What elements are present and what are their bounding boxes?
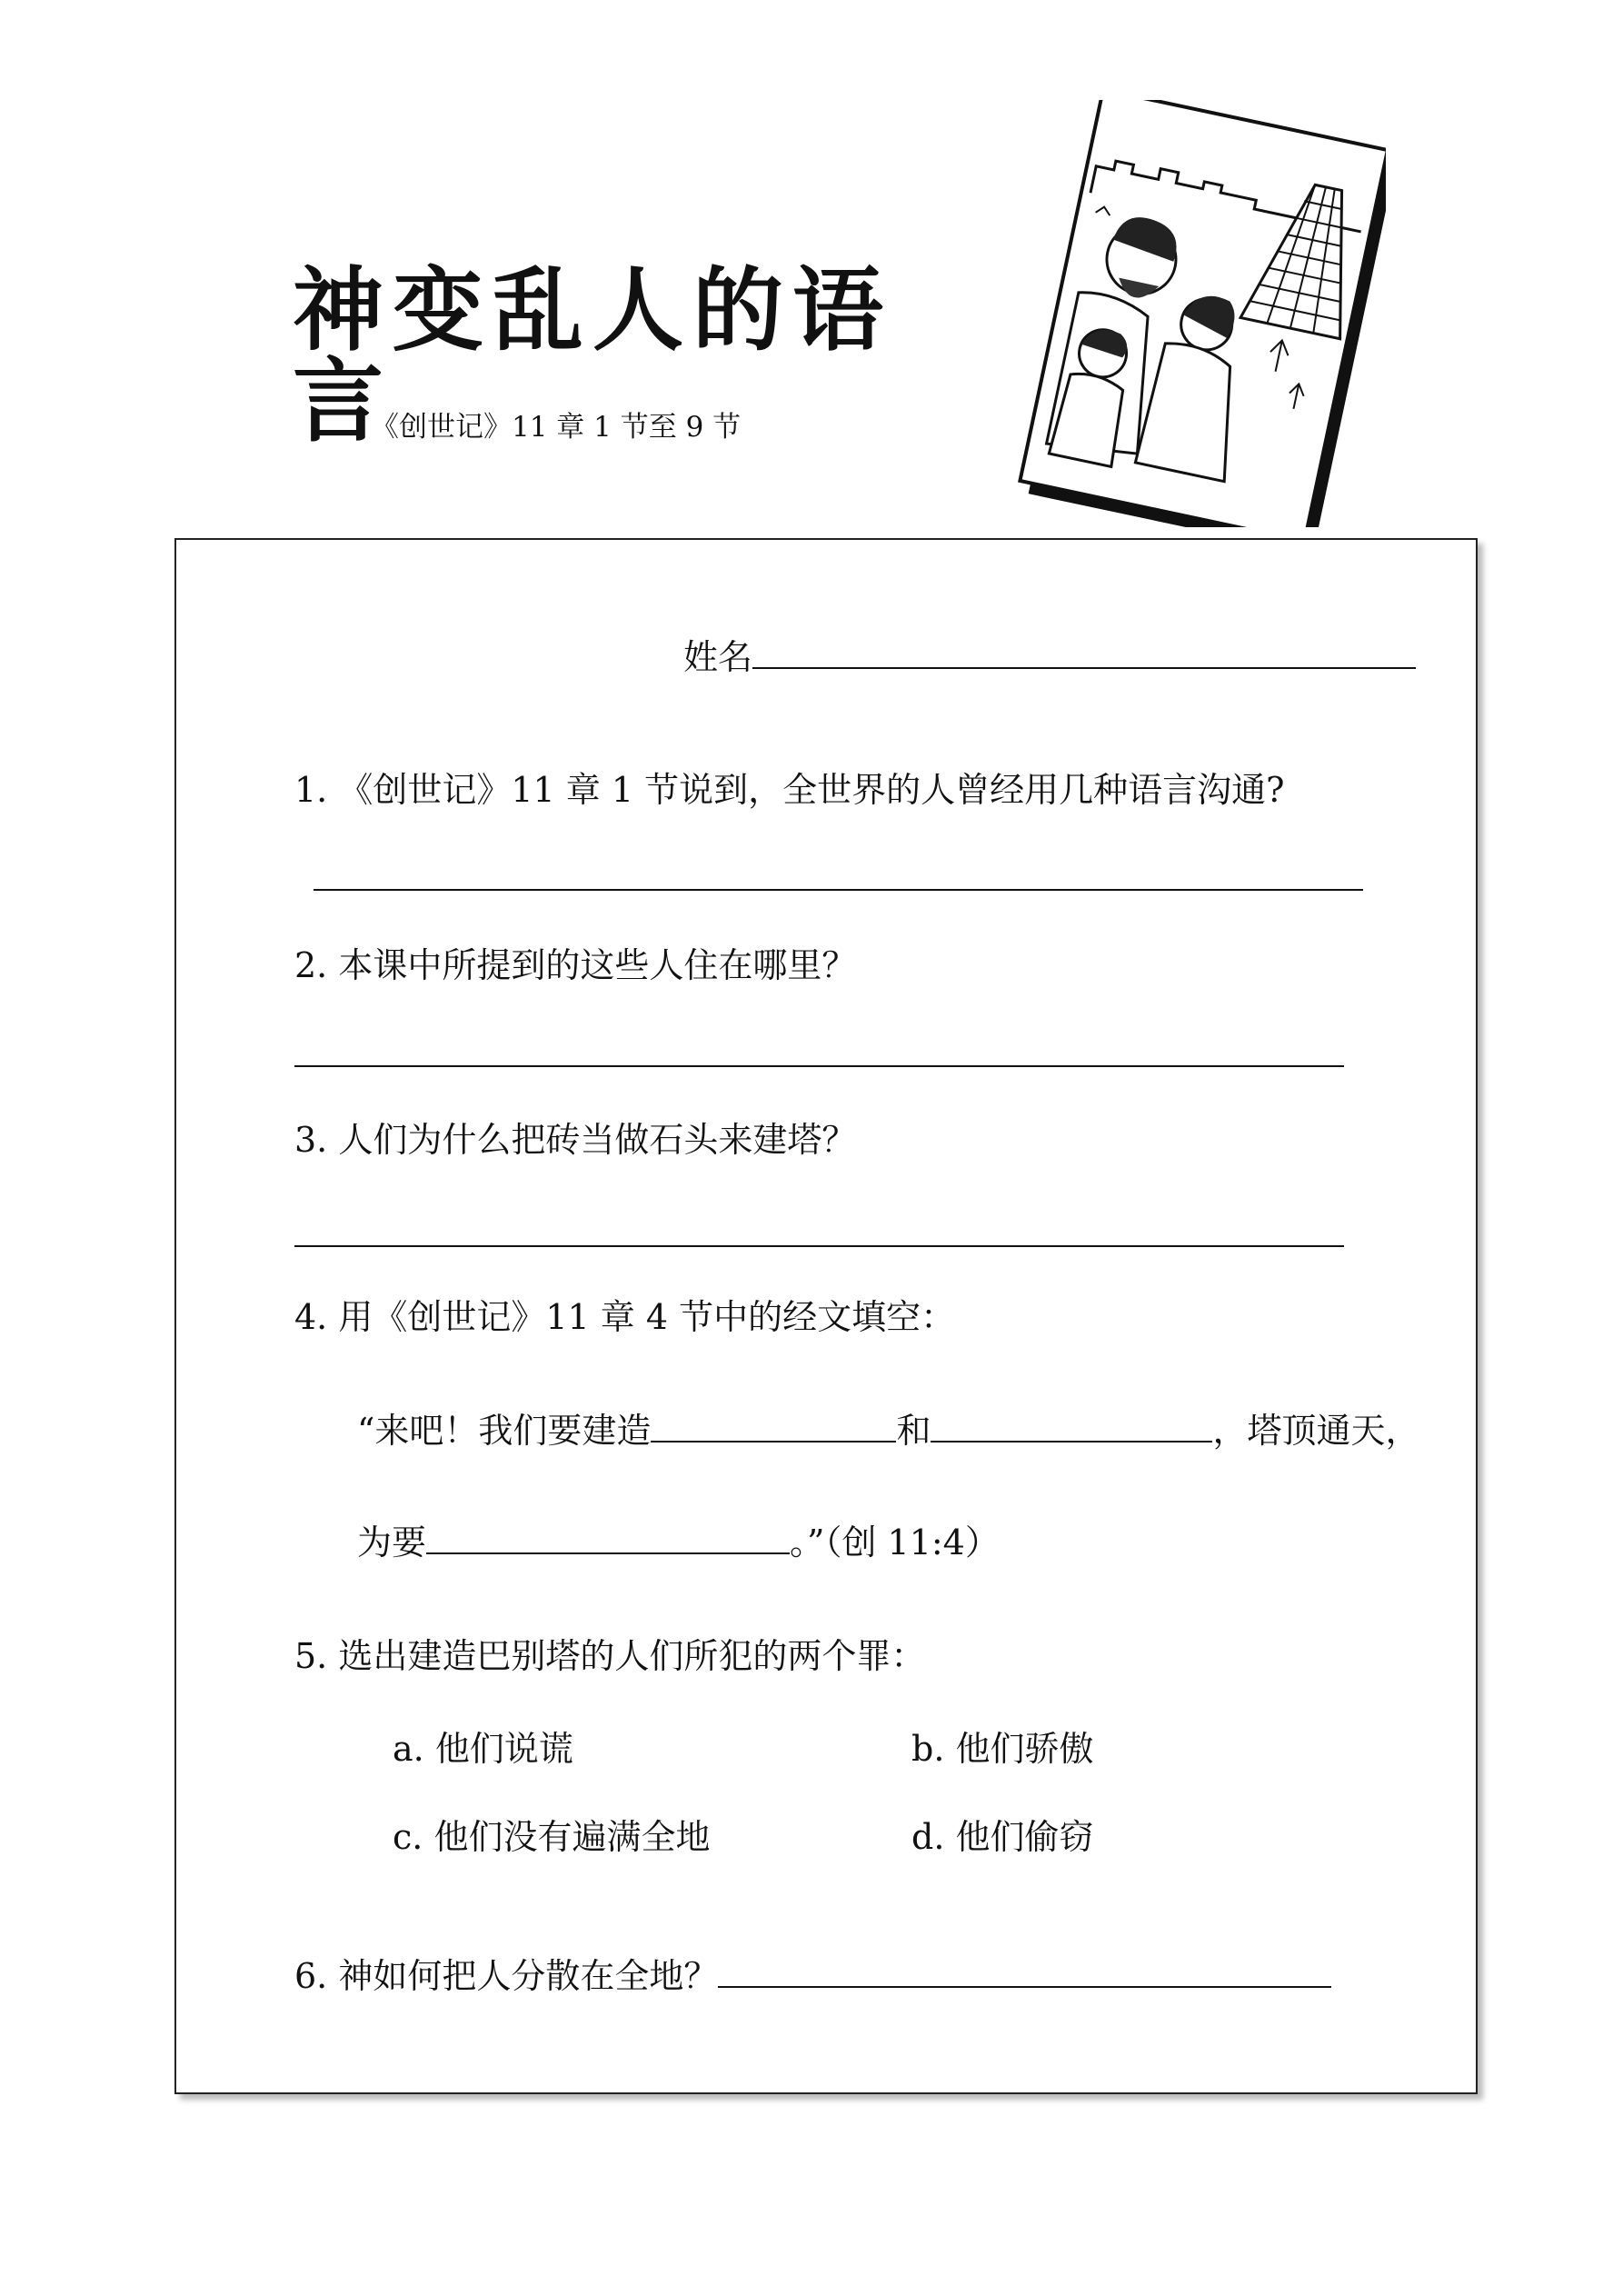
option-c[interactable]: c. 他们没有遍满全地 — [393, 1817, 711, 1857]
fill-in-text-2a: 为要 — [357, 1522, 427, 1562]
scripture-reference: 《创世记》11 章 1 节至 9 节 — [371, 411, 742, 444]
name-input-line[interactable] — [752, 667, 1416, 669]
name-row — [683, 629, 1416, 679]
question-2: 2. 本课中所提到的这些人住在哪里？ — [294, 945, 857, 985]
blank-2[interactable] — [931, 1441, 1212, 1442]
option-a[interactable]: a. 他们说谎 — [393, 1729, 573, 1769]
answer-line-1[interactable] — [314, 889, 1363, 891]
question-3: 3. 人们为什么把砖当做石头来建塔？ — [294, 1120, 857, 1160]
tower-of-babel-illustration — [1013, 100, 1386, 527]
name-label: 姓名 — [683, 637, 753, 677]
question-4: 4. 用《创世记》11 章 4 节中的经文填空： — [294, 1297, 956, 1337]
fill-in-text-1b: 和 — [896, 1411, 931, 1451]
question-6: 6. 神如何把人分散在全地？ — [294, 1956, 719, 1996]
fill-in-text-1c: ，塔顶通天， — [1212, 1411, 1420, 1451]
question-1: 1. 《创世记》11 章 1 节说到，全世界的人曾经用几种语言沟通? — [294, 770, 1285, 810]
fill-in-line-2 — [357, 1522, 1000, 1564]
option-b[interactable]: b. 他们骄傲 — [911, 1729, 1094, 1769]
fill-in-text-2b: 。”（创 11:4） — [790, 1522, 1000, 1562]
option-d[interactable]: d. 他们偷窃 — [911, 1817, 1094, 1857]
answer-line-2[interactable] — [294, 1065, 1344, 1067]
blank-3[interactable] — [426, 1552, 790, 1554]
question-6-row — [294, 1956, 1331, 1998]
fill-in-line-1 — [357, 1411, 1419, 1452]
blank-1[interactable] — [651, 1441, 896, 1442]
answer-line-6[interactable] — [718, 1986, 1331, 1988]
fill-in-text-1a: “来吧！我们要建造 — [357, 1411, 652, 1451]
question-5: 5. 选出建造巴别塔的人们所犯的两个罪： — [294, 1636, 926, 1676]
answer-line-3[interactable] — [294, 1245, 1344, 1247]
page-title: 神变乱人的语言 — [293, 257, 892, 454]
